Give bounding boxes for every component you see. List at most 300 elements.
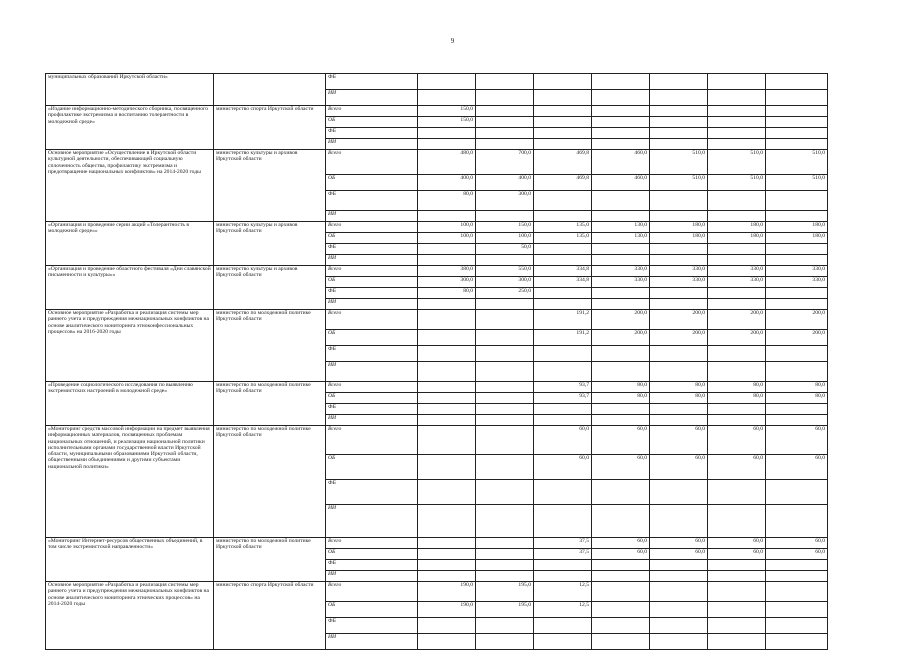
amount-cell xyxy=(534,346,592,362)
activity-name-cell: «Организация и проведение серии акций «Толерантность в молодежной среде»» xyxy=(46,222,214,266)
responsible-executor-cell: министерство по молодежной политике Иркутской области xyxy=(214,426,326,538)
amount-cell xyxy=(766,244,828,255)
amount-cell xyxy=(534,618,592,634)
amount-cell xyxy=(592,106,650,117)
amount-cell xyxy=(534,191,592,211)
funding-source-cell: ИИ xyxy=(326,362,418,382)
amount-cell: 180,0 xyxy=(708,233,766,244)
amount-cell xyxy=(418,618,476,634)
funding-source-cell: ИИ xyxy=(326,90,418,106)
amount-cell: 195,0 xyxy=(476,582,534,602)
funding-source-cell: Всего xyxy=(326,310,418,330)
funding-source-cell: ОБ xyxy=(326,277,418,288)
amount-cell: 330,0 xyxy=(708,277,766,288)
amount-cell xyxy=(476,560,534,571)
amount-cell xyxy=(708,117,766,128)
funding-source-cell: ФБ xyxy=(326,244,418,255)
amount-cell xyxy=(534,288,592,299)
funding-source-cell: ОБ xyxy=(326,330,418,346)
amount-cell: 150,0 xyxy=(418,117,476,128)
budget-table-body xyxy=(46,74,828,650)
amount-cell: 60,0 xyxy=(592,538,650,549)
amount-cell: 12,5 xyxy=(534,602,592,618)
amount-cell: 550,0 xyxy=(476,266,534,277)
amount-cell: 200,0 xyxy=(708,330,766,346)
amount-cell: 60,0 xyxy=(766,538,828,549)
amount-cell xyxy=(592,618,650,634)
amount-cell xyxy=(418,415,476,426)
amount-cell: 60,0 xyxy=(766,549,828,560)
amount-cell: 510,0 xyxy=(650,150,708,175)
amount-cell: 330,0 xyxy=(592,266,650,277)
amount-cell: 130,0 xyxy=(592,222,650,233)
amount-cell: 330,0 xyxy=(766,266,828,277)
amount-cell xyxy=(708,346,766,362)
amount-cell: 80,0 xyxy=(708,382,766,393)
amount-cell: 191,2 xyxy=(534,330,592,346)
amount-cell xyxy=(650,299,708,310)
amount-cell: 100,0 xyxy=(476,233,534,244)
amount-cell xyxy=(534,505,592,538)
amount-cell: 60,0 xyxy=(592,426,650,455)
amount-cell xyxy=(650,128,708,139)
amount-cell xyxy=(476,415,534,426)
amount-cell xyxy=(766,191,828,211)
funding-source-cell: ИИ xyxy=(326,415,418,426)
amount-cell xyxy=(708,582,766,602)
amount-cell xyxy=(650,211,708,222)
amount-cell: 130,0 xyxy=(592,233,650,244)
amount-cell xyxy=(534,74,592,90)
amount-cell xyxy=(650,362,708,382)
amount-cell xyxy=(476,404,534,415)
funding-source-cell: ФБ xyxy=(326,74,418,90)
amount-cell xyxy=(476,618,534,634)
amount-cell: 334,8 xyxy=(534,277,592,288)
amount-cell: 60,0 xyxy=(708,549,766,560)
activity-name-cell: «Издание информационно-методического сборника, посвященного профилактике экстремизма и воспитанию толерантности в молодежной среде» xyxy=(46,106,214,150)
amount-cell xyxy=(476,310,534,330)
amount-cell xyxy=(534,362,592,382)
budget-table xyxy=(45,73,828,650)
amount-cell xyxy=(592,346,650,362)
amount-cell xyxy=(650,90,708,106)
amount-cell: 200,0 xyxy=(766,330,828,346)
funding-source-cell: ИИ xyxy=(326,571,418,582)
amount-cell xyxy=(766,128,828,139)
amount-cell xyxy=(650,480,708,505)
amount-cell xyxy=(476,393,534,404)
amount-cell xyxy=(766,505,828,538)
amount-cell xyxy=(418,571,476,582)
amount-cell xyxy=(418,634,476,650)
amount-cell xyxy=(766,480,828,505)
amount-cell xyxy=(418,404,476,415)
funding-source-cell: Всего xyxy=(326,538,418,549)
amount-cell xyxy=(418,549,476,560)
activity-name-cell: муниципальных образований Иркутской области» xyxy=(46,74,214,106)
amount-cell xyxy=(708,255,766,266)
amount-cell xyxy=(418,455,476,480)
activity-name-cell: «Мониторинг Интернет-ресурсов общественных объединений, в том числе экстремистской направленности» xyxy=(46,538,214,582)
amount-cell: 190,0 xyxy=(418,582,476,602)
amount-cell xyxy=(476,505,534,538)
amount-cell xyxy=(418,128,476,139)
amount-cell xyxy=(476,117,534,128)
amount-cell xyxy=(650,560,708,571)
responsible-executor-cell: министерство спорта Иркутской области xyxy=(214,582,326,650)
amount-cell xyxy=(766,106,828,117)
amount-cell xyxy=(650,139,708,150)
funding-source-cell: ФБ xyxy=(326,288,418,299)
amount-cell xyxy=(766,404,828,415)
amount-cell: 135,0 xyxy=(534,222,592,233)
amount-cell xyxy=(592,602,650,618)
funding-source-cell: ОБ xyxy=(326,455,418,480)
amount-cell xyxy=(476,90,534,106)
amount-cell: 180,0 xyxy=(766,222,828,233)
amount-cell xyxy=(476,480,534,505)
amount-cell: 37,5 xyxy=(534,549,592,560)
amount-cell: 300,0 xyxy=(476,277,534,288)
amount-cell xyxy=(534,128,592,139)
amount-cell xyxy=(534,299,592,310)
amount-cell xyxy=(708,602,766,618)
funding-source-cell: Всего xyxy=(326,582,418,602)
amount-cell xyxy=(476,106,534,117)
amount-cell xyxy=(766,346,828,362)
amount-cell: 330,0 xyxy=(766,277,828,288)
table-row xyxy=(46,582,828,602)
funding-source-cell: ФБ xyxy=(326,618,418,634)
amount-cell xyxy=(592,191,650,211)
funding-source-cell: ОБ xyxy=(326,233,418,244)
amount-cell xyxy=(708,505,766,538)
amount-cell xyxy=(476,139,534,150)
amount-cell: 330,0 xyxy=(708,266,766,277)
funding-source-cell: Всего xyxy=(326,426,418,455)
amount-cell xyxy=(418,330,476,346)
responsible-executor-cell: министерство по молодежной политике Иркутской области xyxy=(214,382,326,426)
amount-cell xyxy=(418,255,476,266)
amount-cell: 510,0 xyxy=(766,175,828,191)
table-row xyxy=(46,382,828,393)
amount-cell: 60,0 xyxy=(708,455,766,480)
funding-source-cell: Всего xyxy=(326,222,418,233)
amount-cell: 180,0 xyxy=(766,233,828,244)
amount-cell xyxy=(534,404,592,415)
amount-cell xyxy=(534,634,592,650)
amount-cell xyxy=(650,602,708,618)
amount-cell xyxy=(766,618,828,634)
amount-cell xyxy=(708,211,766,222)
table-row xyxy=(46,74,828,90)
amount-cell: 480,0 xyxy=(418,150,476,175)
amount-cell xyxy=(476,382,534,393)
amount-cell xyxy=(766,582,828,602)
amount-cell xyxy=(418,310,476,330)
amount-cell xyxy=(766,602,828,618)
funding-source-cell: Всего xyxy=(326,150,418,175)
amount-cell xyxy=(766,362,828,382)
amount-cell xyxy=(708,74,766,90)
amount-cell xyxy=(418,538,476,549)
amount-cell: 180,0 xyxy=(650,233,708,244)
amount-cell xyxy=(534,255,592,266)
amount-cell: 80,0 xyxy=(418,191,476,211)
amount-cell xyxy=(592,634,650,650)
amount-cell xyxy=(476,538,534,549)
amount-cell: 80,0 xyxy=(418,288,476,299)
amount-cell: 60,0 xyxy=(592,549,650,560)
amount-cell: 200,0 xyxy=(650,330,708,346)
amount-cell: 334,8 xyxy=(534,266,592,277)
activity-name-cell: Основное мероприятие «Разработка и реализация системы мер раннего учета и предупреждения межнациональных конфликтов на основе аналитического мониторинга этнических процессов» на 2014-2020 годы xyxy=(46,582,214,650)
amount-cell xyxy=(592,582,650,602)
funding-source-cell: ОБ xyxy=(326,175,418,191)
amount-cell: 330,0 xyxy=(650,277,708,288)
amount-cell xyxy=(650,191,708,211)
amount-cell xyxy=(534,480,592,505)
amount-cell xyxy=(650,634,708,650)
amount-cell xyxy=(418,211,476,222)
funding-source-cell: Всего xyxy=(326,382,418,393)
table-row xyxy=(46,266,828,277)
funding-source-cell: ИИ xyxy=(326,634,418,650)
amount-cell: 200,0 xyxy=(766,310,828,330)
amount-cell xyxy=(592,480,650,505)
amount-cell xyxy=(708,362,766,382)
amount-cell xyxy=(650,106,708,117)
amount-cell: 300,0 xyxy=(476,191,534,211)
amount-cell: 37,5 xyxy=(534,538,592,549)
amount-cell: 200,0 xyxy=(592,330,650,346)
funding-source-cell: Всего xyxy=(326,106,418,117)
activity-name-cell: «Проведение социологического исследования по выявлению экстремистских настроений в молодежной среде» xyxy=(46,382,214,426)
amount-cell xyxy=(418,362,476,382)
amount-cell xyxy=(592,255,650,266)
amount-cell: 150,0 xyxy=(476,222,534,233)
amount-cell: 60,0 xyxy=(650,549,708,560)
amount-cell xyxy=(592,571,650,582)
amount-cell: 80,0 xyxy=(708,393,766,404)
amount-cell xyxy=(418,426,476,455)
amount-cell xyxy=(708,560,766,571)
amount-cell xyxy=(534,139,592,150)
amount-cell xyxy=(708,90,766,106)
funding-source-cell: ИИ xyxy=(326,139,418,150)
funding-source-cell: ОБ xyxy=(326,602,418,618)
amount-cell xyxy=(476,330,534,346)
amount-cell xyxy=(476,255,534,266)
amount-cell: 469,8 xyxy=(534,150,592,175)
amount-cell xyxy=(592,288,650,299)
amount-cell: 469,8 xyxy=(534,175,592,191)
amount-cell: 93,7 xyxy=(534,382,592,393)
amount-cell xyxy=(418,560,476,571)
amount-cell xyxy=(650,404,708,415)
amount-cell xyxy=(592,90,650,106)
amount-cell xyxy=(766,90,828,106)
amount-cell: 190,0 xyxy=(418,602,476,618)
amount-cell: 380,0 xyxy=(418,266,476,277)
amount-cell: 400,0 xyxy=(418,175,476,191)
amount-cell: 300,0 xyxy=(418,277,476,288)
amount-cell xyxy=(476,426,534,455)
amount-cell xyxy=(476,211,534,222)
amount-cell: 60,0 xyxy=(534,426,592,455)
amount-cell xyxy=(418,90,476,106)
amount-cell: 60,0 xyxy=(592,455,650,480)
funding-source-cell: ФБ xyxy=(326,480,418,505)
amount-cell xyxy=(534,106,592,117)
table-row xyxy=(46,222,828,233)
amount-cell xyxy=(766,571,828,582)
table-row xyxy=(46,310,828,330)
amount-cell xyxy=(766,634,828,650)
amount-cell: 80,0 xyxy=(650,393,708,404)
funding-source-cell: Всего xyxy=(326,266,418,277)
amount-cell: 330,0 xyxy=(592,277,650,288)
amount-cell xyxy=(708,106,766,117)
amount-cell xyxy=(650,288,708,299)
amount-cell xyxy=(534,117,592,128)
funding-source-cell: ОБ xyxy=(326,549,418,560)
amount-cell xyxy=(766,255,828,266)
amount-cell xyxy=(418,382,476,393)
amount-cell xyxy=(534,211,592,222)
amount-cell: 330,0 xyxy=(650,266,708,277)
amount-cell: 60,0 xyxy=(650,538,708,549)
amount-cell xyxy=(650,415,708,426)
amount-cell xyxy=(418,299,476,310)
responsible-executor-cell: министерство культуры и архивов Иркутской области xyxy=(214,266,326,310)
amount-cell: 60,0 xyxy=(708,538,766,549)
amount-cell xyxy=(476,362,534,382)
amount-cell: 460,0 xyxy=(592,150,650,175)
amount-cell: 60,0 xyxy=(766,426,828,455)
amount-cell: 80,0 xyxy=(766,382,828,393)
amount-cell xyxy=(708,571,766,582)
amount-cell xyxy=(708,139,766,150)
amount-cell xyxy=(476,299,534,310)
amount-cell: 510,0 xyxy=(650,175,708,191)
amount-cell: 60,0 xyxy=(708,426,766,455)
amount-cell xyxy=(418,244,476,255)
funding-source-cell: ФБ xyxy=(326,191,418,211)
amount-cell: 12,5 xyxy=(534,582,592,602)
amount-cell xyxy=(650,255,708,266)
responsible-executor-cell: министерство культуры и архивов Иркутской области xyxy=(214,150,326,222)
amount-cell xyxy=(534,571,592,582)
amount-cell xyxy=(766,299,828,310)
funding-source-cell: ФБ xyxy=(326,560,418,571)
amount-cell xyxy=(476,549,534,560)
amount-cell xyxy=(418,74,476,90)
activity-name-cell: Основное мероприятие «Осуществление в Иркутской области культурной деятельности, обеспечивающей социальную сплоченность общества, профилактику экстремизма и предотвращение национальных конфликтов» на 2014-2020 годы xyxy=(46,150,214,222)
amount-cell xyxy=(766,117,828,128)
amount-cell: 150,0 xyxy=(418,106,476,117)
amount-cell: 195,0 xyxy=(476,602,534,618)
responsible-executor-cell: министерство спорта Иркутской области xyxy=(214,106,326,150)
amount-cell xyxy=(592,74,650,90)
amount-cell xyxy=(592,505,650,538)
amount-cell xyxy=(534,415,592,426)
amount-cell: 510,0 xyxy=(766,150,828,175)
amount-cell: 180,0 xyxy=(650,222,708,233)
amount-cell xyxy=(592,415,650,426)
amount-cell xyxy=(708,415,766,426)
amount-cell xyxy=(592,560,650,571)
amount-cell: 80,0 xyxy=(592,382,650,393)
amount-cell xyxy=(766,288,828,299)
amount-cell: 250,0 xyxy=(476,288,534,299)
responsible-executor-cell: министерство по молодежной политике Иркутской области xyxy=(214,310,326,382)
amount-cell xyxy=(418,346,476,362)
amount-cell xyxy=(476,571,534,582)
table-row xyxy=(46,426,828,455)
amount-cell xyxy=(592,362,650,382)
funding-source-cell: ИИ xyxy=(326,299,418,310)
amount-cell: 200,0 xyxy=(650,310,708,330)
amount-cell xyxy=(708,288,766,299)
amount-cell xyxy=(708,634,766,650)
amount-cell: 100,0 xyxy=(418,233,476,244)
amount-cell: 50,0 xyxy=(476,244,534,255)
amount-cell xyxy=(650,571,708,582)
funding-source-cell: ФБ xyxy=(326,346,418,362)
amount-cell xyxy=(650,618,708,634)
table-row xyxy=(46,150,828,175)
funding-source-cell: ИИ xyxy=(326,211,418,222)
amount-cell xyxy=(708,618,766,634)
amount-cell xyxy=(418,393,476,404)
amount-cell xyxy=(766,74,828,90)
amount-cell xyxy=(418,505,476,538)
table-row xyxy=(46,106,828,117)
amount-cell: 180,0 xyxy=(708,222,766,233)
responsible-executor-cell: министерство по молодежной политике Иркутской области xyxy=(214,538,326,582)
amount-cell: 80,0 xyxy=(650,382,708,393)
amount-cell xyxy=(708,404,766,415)
amount-cell: 93,7 xyxy=(534,393,592,404)
amount-cell xyxy=(650,346,708,362)
amount-cell xyxy=(708,299,766,310)
funding-source-cell: ФБ xyxy=(326,128,418,139)
amount-cell xyxy=(592,211,650,222)
amount-cell xyxy=(592,139,650,150)
funding-source-cell: ФБ xyxy=(326,404,418,415)
amount-cell xyxy=(534,560,592,571)
amount-cell xyxy=(592,244,650,255)
table-row xyxy=(46,538,828,549)
amount-cell xyxy=(650,582,708,602)
amount-cell xyxy=(650,244,708,255)
amount-cell: 60,0 xyxy=(650,426,708,455)
activity-name-cell: Основное мероприятие «Разработка и реализация системы мер раннего учета и предупреждения межнациональных конфликтов на основе аналитического мониторинга этноконфессиональных процессов» на 2016-2020 годы xyxy=(46,310,214,382)
amount-cell xyxy=(476,128,534,139)
funding-source-cell: ОБ xyxy=(326,117,418,128)
page-number: 9 xyxy=(450,37,455,45)
amount-cell: 100,0 xyxy=(418,222,476,233)
amount-cell xyxy=(592,117,650,128)
amount-cell xyxy=(476,346,534,362)
responsible-executor-cell: министерство культуры и архивов Иркутской области xyxy=(214,222,326,266)
amount-cell xyxy=(766,211,828,222)
funding-source-cell: ОБ xyxy=(326,393,418,404)
activity-name-cell: «Организация и проведение областного фестиваля «Дни славянской письменности и культуры»» xyxy=(46,266,214,310)
amount-cell: 400,0 xyxy=(476,175,534,191)
